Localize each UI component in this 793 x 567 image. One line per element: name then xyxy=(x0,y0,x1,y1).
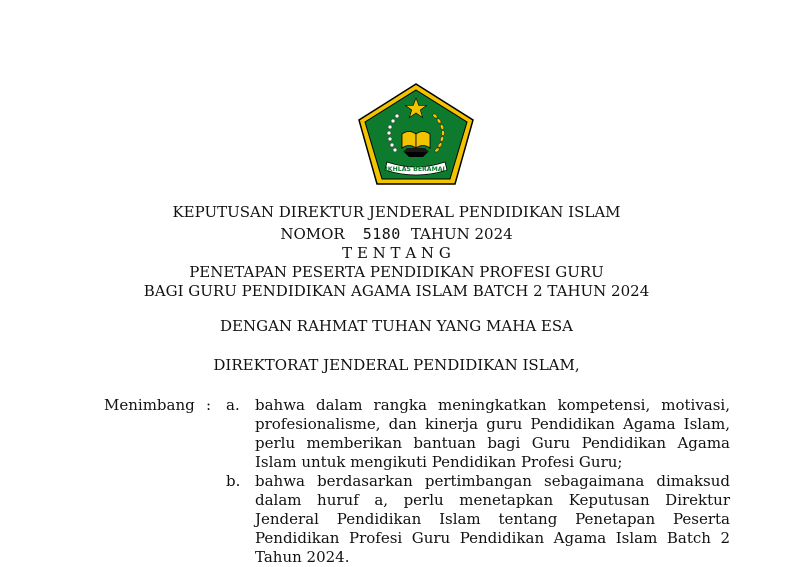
consideration-letter-a: a. xyxy=(226,396,240,414)
subject-line-1: PENETAPAN PESERTA PENDIDIKAN PROFESI GURU xyxy=(189,263,604,281)
menimbang-colon: : xyxy=(206,396,212,414)
invocation-line: DENGAN RAHMAT TUHAN YANG MAHA ESA xyxy=(220,317,573,335)
authority-line: DIREKTORAT JENDERAL PENDIDIKAN ISLAM, xyxy=(213,356,580,374)
open-book-icon xyxy=(402,132,430,158)
consideration-text-a: bahwa dalam rangka meningkatkan kompetensi, motivasi, profesionalisme, dan kinerja guru Pendidikan Agama Islam, perlu memberikan bantuan bagi Guru Pendidikan Agama Islam untuk mengikuti Pendidikan Profesi Guru; xyxy=(255,396,730,471)
tahun-label: TAHUN 2024 xyxy=(410,225,513,243)
nomor-label: NOMOR xyxy=(280,225,345,243)
decree-title: KEPUTUSAN DIREKTUR JENDERAL PENDIDIKAN ISLAM xyxy=(172,203,621,221)
consideration-letter-b: b. xyxy=(226,472,241,490)
tentang-heading: T E N T A N G xyxy=(342,244,451,262)
consideration-text-b: bahwa berdasarkan pertimbangan sebagaimana dimaksud dalam huruf a, perlu menetapkan Keputusan Direktur Jenderal Pendidikan Islam tentang Penetapan Peserta Pendidikan Profesi Guru Pendidikan Agama Islam Batch 2 Tahun 2024. xyxy=(255,472,730,566)
logo-motto-text: IKHLAS BERAMAL xyxy=(385,166,447,173)
menimbang-label: Menimbang xyxy=(104,396,195,414)
logo-emblem-icon xyxy=(357,82,475,186)
kemenag-logo xyxy=(357,82,475,186)
subject-line-2: BAGI GURU PENDIDIKAN AGAMA ISLAM BATCH 2 TAHUN 2024 xyxy=(143,282,650,300)
nomor-value: 5180 xyxy=(362,225,401,243)
decree-number-line xyxy=(0,225,793,244)
